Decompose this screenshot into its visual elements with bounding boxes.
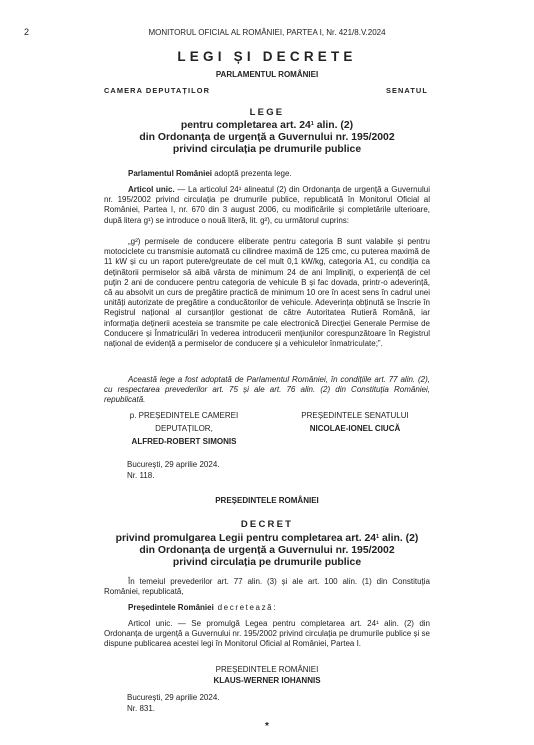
law-label: LEGE — [249, 107, 285, 118]
law-preamble: Parlamentul României adoptă prezenta lege. — [128, 169, 292, 178]
law-signature-right: PREȘEDINTELE SENATULUI NICOLAE-IONEL CIUCĂ — [280, 411, 430, 434]
section-title: LEGI ȘI DECRETE — [177, 49, 357, 64]
decree-title-line-3: privind circulația pe drumurile publice — [172, 557, 362, 568]
senate-label: SENATUL — [385, 86, 428, 95]
running-header: MONITORUL OFICIAL AL ROMÂNIEI, PARTEA I, Nr. 421/8.V.2024 — [148, 28, 386, 37]
decree-title-line-2: din Ordonanța de urgență a Guvernului nr. 195/2002 — [139, 545, 395, 556]
decree-formula: Președintele României decretează: — [128, 603, 278, 612]
senate-president-name: NICOLAE-IONEL CIUCĂ — [309, 424, 401, 434]
law-title-line-2: din Ordonanța de urgență a Guvernului nr. 195/2002 — [139, 132, 395, 143]
decree-label: DECRET — [240, 519, 294, 530]
law-article-label: Articol unic. — [128, 185, 175, 194]
law-title-line-1: pentru completarea art. $24^1$ alin. (2) — [180, 120, 354, 131]
law-adoption-note: Această lege a fost adoptată de Parlamentul României, în condițiile art. 77 alin. (2), cu respectarea prevederilor art. 75 și ale art. 76 alin. (2) din Constituția României, republicată. — [104, 375, 430, 405]
law-article-quote: „g²) permisele de conducere eliberate pentru categoria B sunt valabile și pentru motociclete cu transmisie automată cu cilindree maximă de 125 cmc, cu puterea maximă de 11 kW și cu un raport putere/greutate de cel mult 0,1 kW/kg, categoria A1, cu condiția ca deținătorii permiselor să aibă vârsta de minimum 24 de ani împliniți, o experiență de cel puțin 2 ani de conducere pentru categoria de vehicule B și fac dovada, printr-o adeverință, că au absolvit un curs de pregătire practică de minimum 10 ore în acest sens în cadrul unei unități autorizate de pregătire a conducătorilor de vehicule. Adeverința obținută se înscrie în Registrul național al cursanților gestionat de către Autoritatea Rutieră Română, iar informația deținerii acesteia se transmite pe cale electronică Direcției Generale Permise de Conducere și Înmatriculări în vederea introducerii mențiunilor corespunzătoare în Registrul național de evidență a permiselor de conducere și a vehiculelor înmatriculate;”. — [104, 237, 430, 349]
decree-article: Articol unic. — Se promulgă Legea pentru completarea art. 24¹ alin. (2) din Ordonanța de urgență a Guvernului nr. 195/2002 privind circulația pe drumurile publice și se dispune publicarea acestei legi în Monitorul Oficial al României, Partea I. — [104, 619, 430, 649]
decree-title-line-1: privind promulgarea Legii pentru completarea art. $24^1$ alin. (2) — [115, 533, 419, 544]
law-title-line-3: privind circulația pe drumurile publice — [172, 144, 362, 155]
deputies-president-name: ALFRED-ROBERT SIMONIS — [131, 437, 237, 447]
law-number: Nr. 118. — [127, 471, 155, 480]
decree-signature-title: PREȘEDINTELE ROMÂNIEI — [215, 665, 319, 674]
issuer-heading: PARLAMENTUL ROMÂNIEI — [215, 70, 319, 79]
end-asterisk: * — [265, 721, 269, 732]
decree-issuer: PREȘEDINTELE ROMÂNIEI — [215, 496, 319, 505]
law-article: Articol unic. — La articolul 24¹ alineatul (2) din Ordonanța de urgență a Guvernului nr. 195/2002 privind circulația pe drumurile publice, republicată în Monitorul Oficial al României, Partea I, nr. 670 din 3 august 2006, cu modificările și completările ulterioare, după litera g¹) se introduce o nouă literă, lit. g²), cu următorul cuprins: — [104, 185, 430, 225]
decree-number: Nr. 831. — [127, 704, 156, 713]
chamber-deputies-label: CAMERA DEPUTAȚILOR — [104, 86, 211, 95]
decree-basis: În temeiul prevederilor art. 77 alin. (3) și ale art. 100 alin. (1) din Constituția României, republicată, — [104, 577, 430, 597]
decree-signature-name: KLAUS-WERNER IOHANNIS — [213, 676, 321, 685]
page-number: 2 — [24, 27, 30, 37]
law-place-date: București, 29 aprilie 2024. — [127, 460, 220, 469]
decree-place-date: București, 29 aprilie 2024. — [127, 693, 220, 702]
law-signature-left: p. PREȘEDINTELE CAMEREI DEPUTAȚILOR, ALFRED-ROBERT SIMONIS — [104, 411, 264, 448]
